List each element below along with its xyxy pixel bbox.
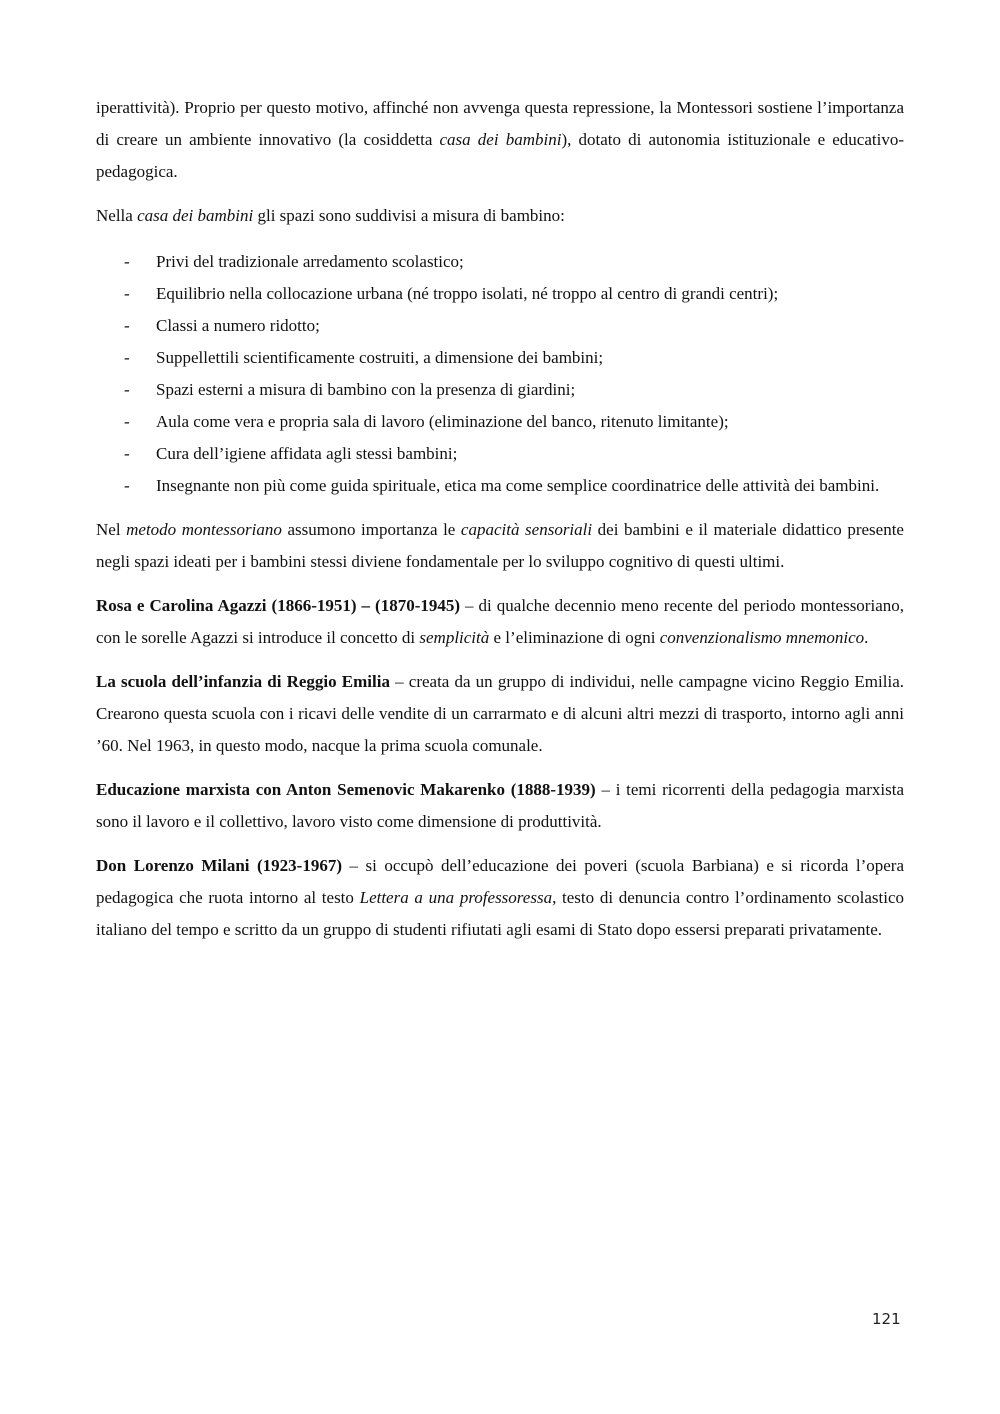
- italic-term: convenzionalismo mnemonico: [659, 628, 865, 647]
- paragraph-intro: [96, 92, 904, 188]
- paragraph-milani: [96, 850, 904, 946]
- text-run: .: [864, 628, 869, 647]
- list-item: [96, 406, 904, 438]
- bold-heading: La scuola dell’infanzia di Reggio Emilia: [96, 672, 390, 691]
- list-item-text: Classi a numero ridotto;: [156, 316, 320, 335]
- document-page: [96, 92, 904, 946]
- dash-bullet: -: [124, 316, 130, 335]
- text-run: – si occupò dell’educazione dei poveri (scuola Barbiana) e si ricorda l’opera pedagogica che ruota intorno al testo: [96, 856, 905, 907]
- italic-term: metodo montessoriano: [126, 520, 282, 539]
- page-number: 121: [872, 1310, 901, 1328]
- paragraph-casa-dei-bambini: [96, 200, 904, 232]
- list-item: [96, 438, 904, 470]
- text-run: assumono importanza le: [281, 520, 461, 539]
- bullet-list: [96, 246, 904, 502]
- text-run: – di qualche decennio meno recente del periodo montessoriano, con le sorelle Agazzi si introduce il concetto di: [96, 596, 904, 647]
- dash-bullet: -: [124, 412, 130, 431]
- bold-heading: Educazione marxista con Anton Semenovic Makarenko (1888-1939): [96, 780, 596, 799]
- dash-bullet: -: [124, 252, 130, 271]
- list-item: [96, 374, 904, 406]
- paragraph-reggio-emilia: [96, 666, 904, 762]
- italic-term: Lettera a una professoressa: [359, 888, 553, 907]
- text-run: , testo di denuncia contro l’ordinamento scolastico italiano del tempo e scritto da un gruppo di studenti rifiutati agli esami di Stato dopo essersi preparati privatamente.: [96, 888, 904, 939]
- paragraph-makarenko: [96, 774, 904, 838]
- dash-bullet: -: [124, 444, 130, 463]
- text-run: gli spazi sono suddivisi a misura di bambino:: [253, 206, 565, 225]
- list-item-text: Suppellettili scientificamente costruiti, a dimensione dei bambini;: [156, 348, 604, 367]
- italic-term: capacità sensoriali: [460, 520, 593, 539]
- text-run: iperattività). Proprio per questo motivo, affinché non avvenga questa repressione, la Montessori sostiene l’importanza di creare un ambiente innovativo (la cosiddetta: [96, 98, 904, 149]
- italic-term: semplicità: [419, 628, 490, 647]
- text-run: ), dotato di autonomia istituzionale e educativo-pedagogica.: [96, 130, 904, 181]
- text-run: – creata da un gruppo di individui, nelle campagne vicino Reggio Emilia. Crearono questa scuola con i ricavi delle vendite di un carrarmato e di alcuni altri mezzi di trasporto, intorno agli anni ’60. Nel 1963, in questo modo, nacque la prima scuola comunale.: [96, 672, 904, 755]
- paragraph-agazzi: [96, 590, 904, 654]
- text-run: Nella: [96, 206, 138, 225]
- list-item-text: Privi del tradizionale arredamento scolastico;: [156, 252, 464, 271]
- list-item-text: Spazi esterni a misura di bambino con la presenza di giardini;: [156, 380, 576, 399]
- italic-term: casa dei bambini: [439, 130, 562, 149]
- list-item: [96, 278, 904, 310]
- list-item: [96, 310, 904, 342]
- text-run: Nel: [96, 520, 127, 539]
- list-item-text: Equilibrio nella collocazione urbana (né troppo isolati, né troppo al centro di grandi centri);: [156, 284, 779, 303]
- text-run: e l’eliminazione di ogni: [489, 628, 660, 647]
- text-run: – i temi ricorrenti della pedagogia marxista sono il lavoro e il collettivo, lavoro visto come dimensione di produttività.: [96, 780, 904, 831]
- list-item: [96, 246, 904, 278]
- dash-bullet: -: [124, 476, 130, 495]
- list-item: [96, 342, 904, 374]
- text-run: dei bambini e il materiale didattico presente negli spazi ideati per i bambini stessi diviene fondamentale per lo sviluppo cognitivo di questi ultimi.: [96, 520, 904, 571]
- list-item-text: Insegnante non più come guida spirituale, etica ma come semplice coordinatrice delle attività dei bambini.: [156, 476, 880, 495]
- paragraph-metodo-montessoriano: [96, 514, 904, 578]
- dash-bullet: -: [124, 348, 130, 367]
- bold-heading: Don Lorenzo Milani (1923-1967): [96, 856, 343, 875]
- dash-bullet: -: [124, 380, 130, 399]
- list-item-text: Aula come vera e propria sala di lavoro (eliminazione del banco, ritenuto limitante);: [156, 412, 729, 431]
- bold-heading: Rosa e Carolina Agazzi (1866-1951) – (1870-1945): [96, 596, 461, 615]
- italic-term: casa dei bambini: [137, 206, 254, 225]
- list-item: [96, 470, 904, 502]
- bullet-list-block: [96, 246, 904, 502]
- list-item-text: Cura dell’igiene affidata agli stessi bambini;: [156, 444, 458, 463]
- dash-bullet: -: [124, 284, 130, 303]
